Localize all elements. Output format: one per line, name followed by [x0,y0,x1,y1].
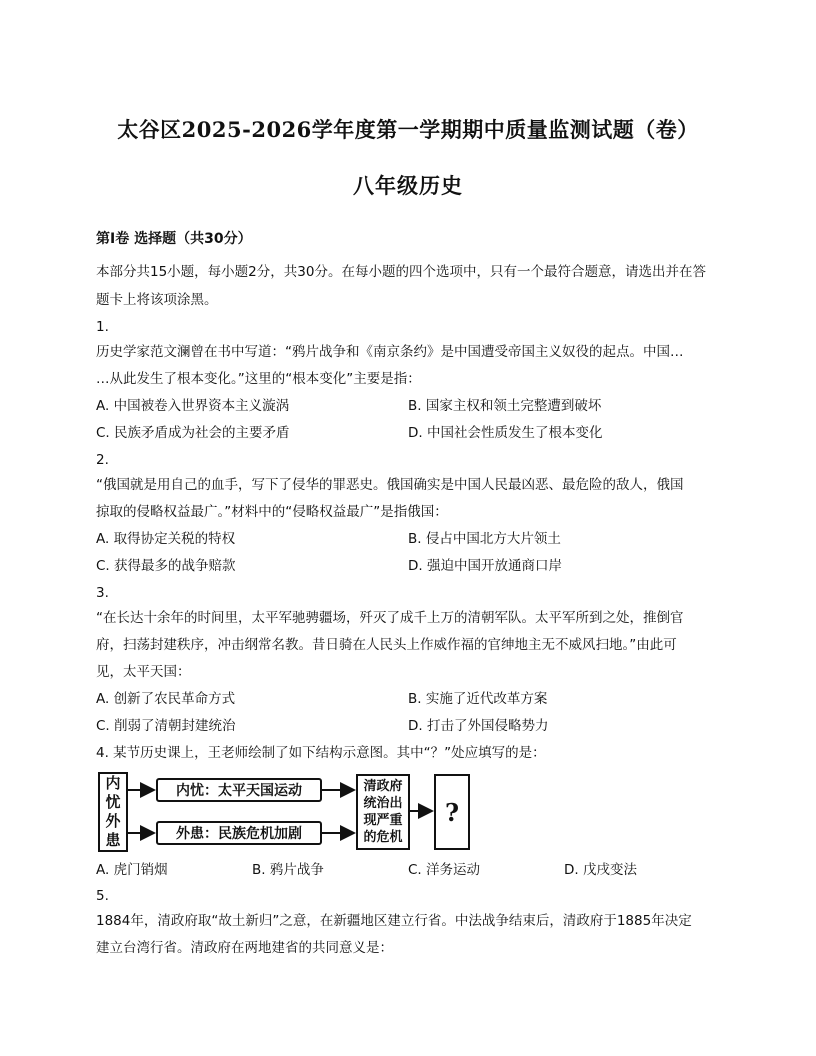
section-intro-line-2: 题卡上将该项涂黑。 [96,292,218,308]
question-3-stem-line-1: “在长达十余年的时间里，太平军驰骋疆场，歼灭了成千上万的清朝军队。太平军所到之处，推倒官 [96,610,684,626]
diagram-box-top: 内忧：太平天国运动 [156,778,322,802]
question-5-number: 5. [96,888,109,904]
diagram-box-bottom: 外患：民族危机加剧 [156,821,322,845]
question-1-option-a: A. 中国被卷入世界资本主义漩涡 [96,398,290,414]
question-3-option-a: A. 创新了农民革命方式 [96,691,236,707]
question-5-stem-line-2: 建立台湾行省。清政府在两地建省的共同意义是： [96,940,393,956]
question-4-stem: 4. 某节历史课上，王老师绘制了如下结构示意图。其中“？”处应填写的是： [96,745,546,761]
diagram-box-unknown: ? [434,774,470,850]
question-2-option-a: A. 取得协定关税的特权 [96,531,236,547]
diagram-box-middle: 清政府统治出现严重的危机 [356,774,410,850]
question-1-option-c: C. 民族矛盾成为社会的主要矛盾 [96,425,290,441]
question-2-option-d: D. 强迫中国开放通商口岸 [408,558,562,574]
question-3-number: 3. [96,585,109,601]
question-2-number: 2. [96,452,109,468]
question-2-stem-line-1: “俄国就是用自己的血手，写下了侵华的罪恶史。俄国确实是中国人民最凶恶、最危险的敌人，俄国 [96,477,684,493]
question-4-option-c: C. 洋务运动 [408,862,481,878]
question-1-stem-line-2: …从此发生了根本变化。”这里的“根本变化”主要是指： [96,371,421,387]
question-2-option-c: C. 获得最多的战争赔款 [96,558,236,574]
question-1-stem-line-1: 历史学家范文澜曾在书中写道：“鸦片战争和《南京条约》是中国遭受帝国主义奴役的起点。中国… [96,344,684,360]
section-intro-line-1: 本部分共15小题，每小题2分，共30分。在每小题的四个选项中，只有一个最符合题意，请选出并在答 [96,264,706,280]
question-1-number: 1. [96,319,109,335]
diagram-box-left: 内忧外患 [98,772,128,852]
question-3-option-d: D. 打击了外国侵略势力 [408,718,549,734]
exam-subtitle: 八年级历史 [353,173,463,198]
question-5-stem-line-1: 1884年，清政府取“故土新归”之意，在新疆地区建立行省。中法战争结束后，清政府于1885年决定 [96,913,692,929]
section-heading: 第Ⅰ卷 选择题（共30分） [96,231,252,247]
question-2-option-b: B. 侵占中国北方大片领土 [408,531,561,547]
question-4-option-a: A. 虎门销烟 [96,862,168,878]
exam-title: 太谷区2025-2026学年度第一学期期中质量监测试题（卷） [117,117,699,142]
question-1-option-b: B. 国家主权和领土完整遭到破坏 [408,398,602,414]
question-4-option-d: D. 戊戌变法 [564,862,637,878]
question-3-option-c: C. 削弱了清朝封建统治 [96,718,236,734]
question-4-option-b: B. 鸦片战争 [252,862,324,878]
question-3-stem-line-2: 府，扫荡封建秩序，冲击纲常名教。昔日骑在人民头上作威作福的官绅地主无不威风扫地。”由此可 [96,637,677,653]
question-3-stem-line-3: 见，太平天国： [96,664,191,680]
question-2-stem-line-2: 掠取的侵略权益最广。”材料中的“侵略权益最广”是指俄国： [96,504,448,520]
question-3-option-b: B. 实施了近代改革方案 [408,691,548,707]
question-1-option-d: D. 中国社会性质发生了根本变化 [408,425,603,441]
